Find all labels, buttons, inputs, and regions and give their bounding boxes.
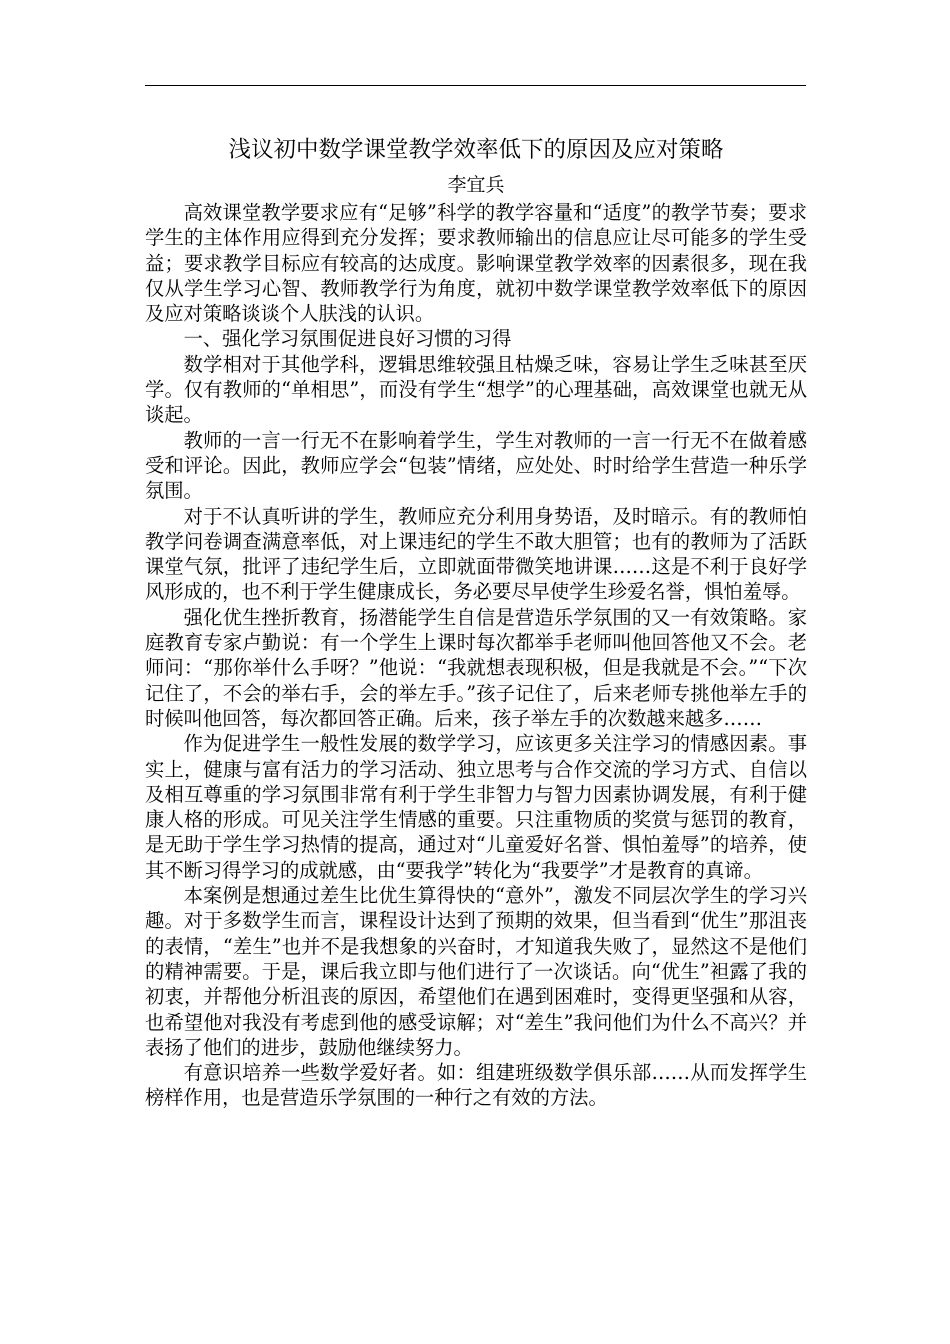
- paragraph-intro: 高效课堂教学要求应有“足够”科学的教学容量和“适度”的教学节奏；要求学生的主体作用应得到充分发挥；要求教师输出的信息应让尽可能多的学生受益；要求教学目标应有较高的达成度。影响课堂教学效率的因素很多，现在我仅从学生学习心智、教师教学行为角度，就初中数学课堂教学效率低下的原因及应对策略谈谈个人肤浅的认识。: [145, 201, 807, 326]
- header-rule: [145, 85, 806, 86]
- section-heading-1: 一、强化学习氛围促进良好习惯的习得: [183, 327, 512, 351]
- paragraph: 作为促进学生一般性发展的数学学习，应该更多关注学习的情感因素。事实上，健康与富有活力的学习活动、独立思考与合作交流的学习方式、自信以及相互尊重的学习氛围非常有利于学生非智力与智力因素协调发展，有利于健康人格的形成。可见关注学生情感的重要。只注重物质的奖赏与惩罚的教育，是无助于学生学习热情的提高，通过对“儿童爱好名誉、惧怕羞辱”的培养，使其不断习得学习的成就感，由“要我学”转化为“我要学”才是教育的真谛。: [145, 732, 807, 882]
- document-page: [145, 130, 807, 1111]
- paragraph: 教师的一言一行无不在影响着学生，学生对教师的一言一行无不在做着感受和评论。因此，教师应学会“包装”情绪，应处处、时时给学生营造一种乐学氛围。: [145, 428, 807, 503]
- paragraph: 数学相对于其他学科，逻辑思维较强且枯燥乏味，容易让学生乏味甚至厌学。仅有教师的“单相思”，而没有学生“想学”的心理基础，高效课堂也就无从谈起。: [145, 352, 807, 427]
- paragraph: 强化优生挫折教育，扬潜能学生自信是营造乐学氛围的又一有效策略。家庭教育专家卢勤说：有一个学生上课时每次都举手老师叫他回答他又不会。老师问：“那你举什么手呀？”他说：“我就想表现积极，但是我就是不会。”“下次记住了，不会的举右手，会的举左手。”孩子记住了，后来老师专挑他举左手的时候叫他回答，每次都回答正确。后来，孩子举左手的次数越来越多……: [145, 605, 807, 730]
- document-title: 浅议初中数学课堂教学效率低下的原因及应对策略: [228, 137, 724, 163]
- paragraph: 对于不认真听讲的学生，教师应充分利用身势语，及时暗示。有的教师怕教学问卷调查满意率低，对上课违纪的学生不敢大胆管；也有的教师为了活跃课堂气氛，批评了违纪学生后，立即就面带微笑地讲课……这是不利于良好学风形成的，也不利于学生健康成长，务必要尽早使学生珍爱名誉，惧怕羞辱。: [145, 504, 807, 604]
- paragraph: 有意识培养一些数学爱好者。如：组建班级数学俱乐部……从而发挥学生榜样作用，也是营造乐学氛围的一种行之有效的方法。: [145, 1061, 807, 1110]
- paragraph: 本案例是想通过差生比优生算得快的“意外”，激发不同层次学生的学习兴趣。对于多数学生而言，课程设计达到了预期的效果，但当看到“优生”那沮丧的表情，“差生”也并不是我想象的兴奋时，才知道我失败了，显然这不是他们的精神需要。于是，课后我立即与他们进行了一次谈话。向“优生”袒露了我的初衷，并帮他分析沮丧的原因，希望他们在遇到困难时，变得更坚强和从容，也希望他对我没有考虑到他的感受谅解；对“差生”我问他们为什么不高兴？并表扬了他们的进步，鼓励他继续努力。: [145, 884, 807, 1059]
- author-name: 李宜兵: [447, 174, 505, 196]
